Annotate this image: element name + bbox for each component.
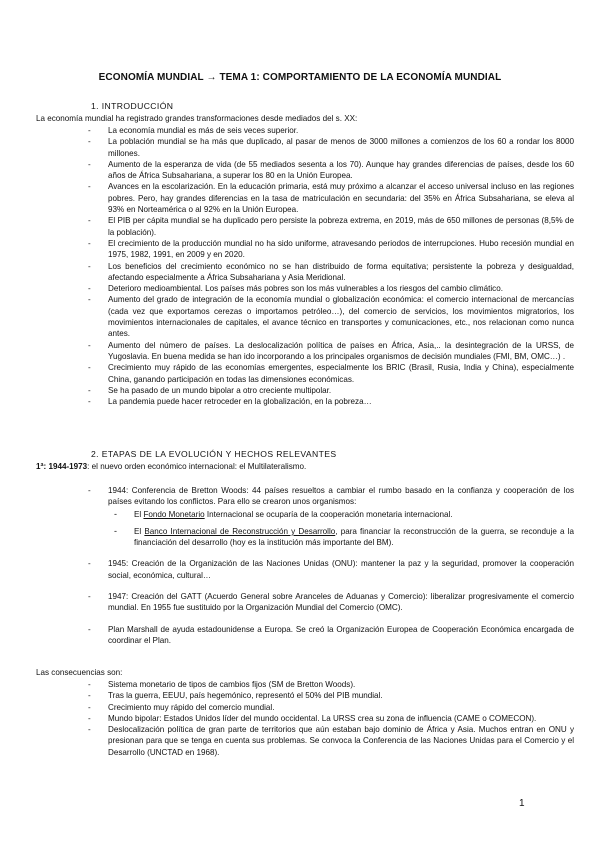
list-item: - 1947: Creación del GATT (Acuerdo General sobre Aranceles de Aduanas y Comercio): liberalizar progresivamente el comercio mundial. En 1955 fue sustituido por la Organización Mundial del Comercio (OMC). [88, 591, 574, 614]
list-item: - El crecimiento de la producción mundial no ha sido uniforme, atravesando periodos de interrupciones. Hubo recesión mundial en 1975, 1982, 1991, en 2009 y en 2020. [88, 238, 574, 261]
list-item: - Aumento de la esperanza de vida (de 55 mediados sesenta a los 70). Aunque hay grandes diferencias de países, desde los 60 años de África Subsahariana, a superar los 80 en la Unión Europea. [88, 159, 574, 182]
section-1-heading: 1. INTRODUCCIÓN [91, 101, 174, 111]
section-2-list [88, 485, 574, 652]
list-item: - La pandemia puede hacer retroceder en la globalización, en la pobreza… [88, 396, 574, 407]
sub-item-prefix: El [134, 509, 144, 519]
sub-item-text: Internacional se ocuparía de la cooperación monetaria internacional. [204, 509, 453, 519]
sub-item-text: , para financiar la reconstrucción de la guerra, se reconduje a la financiación del desarrollo (hoy es la institución más importante del BM). [134, 526, 574, 548]
consequences-list [88, 679, 574, 758]
list-item-bretton-woods [88, 485, 574, 548]
stage-text: : el nuevo orden económico internacional: el Multilateralismo. [87, 462, 307, 471]
list-item: - La economía mundial es más de seis veces superior. [88, 125, 574, 136]
stage-line [36, 461, 306, 472]
list-item: - Crecimiento muy rápido del comercio mundial. [88, 702, 574, 713]
bretton-woods-text: 1944: Conferencia de Bretton Woods: 44 países resueltos a cambiar el rumbo basado en la confianza y cooperación de los países evitando los conflictos. Para ello se crearon unos organismos: [108, 486, 574, 507]
list-item: - Se ha pasado de un mundo bipolar a otro creciente multipolar. [88, 385, 574, 396]
list-item: - Avances en la escolarización. En la educación primaria, está muy próximo a alcanzar el acceso universal incluso en las regiones pobres. Pero, hay grandes diferencias en la tasa de matriculación en secundaria: del 35% en África Subsahariana, se eleva al 93% en Norteamérica o al 92% en la Unión Europea. [88, 181, 574, 215]
consequences-label: Las consecuencias son: [36, 668, 123, 677]
stage-label: 1ª: 1944-1973 [36, 462, 88, 471]
list-item: - Sistema monetario de tipos de cambios fijos (SM de Bretton Woods). [88, 679, 574, 690]
list-item: - Aumento del grado de integración de la economía mundial o globalización económica: el comercio internacional de mercancías (cada vez que exportamos cerezas o importamos petróleo…), del comercio de servicios, los movimientos migratorios, los movimientos internacionales de capitales, el avance técnico en transportes y comunicaciones, etc., nos relacionan como nunca antes. [88, 294, 574, 339]
list-item: - Los beneficios del crecimiento económico no se han distribuido de forma equitativa; persistente la pobreza y desigualdad, afectando especialmente a África Subsahariana y Asia Meridional. [88, 261, 574, 284]
list-item: - Mundo bipolar: Estados Unidos líder del mundo occidental. La URSS crea su zona de influencia (CAME o COMECON). [88, 713, 574, 724]
section-1-list [88, 125, 574, 407]
page-number: 1 [519, 798, 525, 809]
list-item: - Tras la guerra, EEUU, país hegemónico, representó el 50% del PIB mundial. [88, 690, 574, 701]
list-item: - Plan Marshall de ayuda estadounidense a Europa. Se creó la Organización Europea de Cooperación Económica encargada de coordinar el Plan. [88, 624, 574, 647]
sub-item [114, 509, 574, 520]
section-2-heading: 2. ETAPAS DE LA EVOLUCIÓN Y HECHOS RELEVANTES [91, 449, 337, 459]
sub-item [114, 526, 574, 549]
fondo-monetario-link: Fondo Monetario [143, 509, 205, 519]
list-item: - El PIB per cápita mundial se ha duplicado pero persiste la pobreza extrema, en 2019, más de 650 millones de personas (8,5% de la población). [88, 215, 574, 238]
section-1-intro: La economía mundial ha registrado grandes transformaciones desde mediados del s. XX: [36, 114, 358, 123]
bretton-woods-sublist [108, 509, 574, 549]
list-item: - Aumento del número de países. La deslocalización política de países en África, Asia,.. la desintegración de la URSS, de Yugoslavia. En buena medida se han ido incorporando a los principales organismos de decisión mundiales (FMI, BM, OMC…) . [88, 340, 574, 363]
page-title: ECONOMÍA MUNDIAL → TEMA 1: COMPORTAMIENTO DE LA ECONOMÍA MUNDIAL [98, 72, 502, 83]
list-item: - Crecimiento muy rápido de las economías emergentes, especialmente los BRIC (Brasil, Rusia, India y China), especialmente China, ganando participación en todas las dimensiones económicas. [88, 362, 574, 385]
sub-item-prefix: El [134, 526, 145, 536]
banco-internacional-link: Banco Internacional de Reconstrucción y Desarrollo [144, 526, 336, 536]
list-item: - La población mundial se ha más que duplicado, al pasar de menos de 3000 millones a comienzos de los 60 a rondar los 8000 millones. [88, 136, 574, 159]
list-item: - 1945: Creación de la Organización de las Naciones Unidas (ONU): mantener la paz y la seguridad, promover la cooperación social, económica, cultural… [88, 558, 574, 581]
list-item: - Deslocalización política de gran parte de territorios que aún estaban bajo dominio de África y Asia. Muchos entran en ONU y presionan para que se tenga en cuenta sus problemas. Se convoca la Conferencia de las Naciones Unidas para el Comercio y el Desarrollo (UNCTAD en 1968). [88, 724, 574, 758]
list-item: - Deterioro medioambiental. Los países más pobres son los más vulnerables a los riesgos del cambio climático. [88, 283, 574, 294]
